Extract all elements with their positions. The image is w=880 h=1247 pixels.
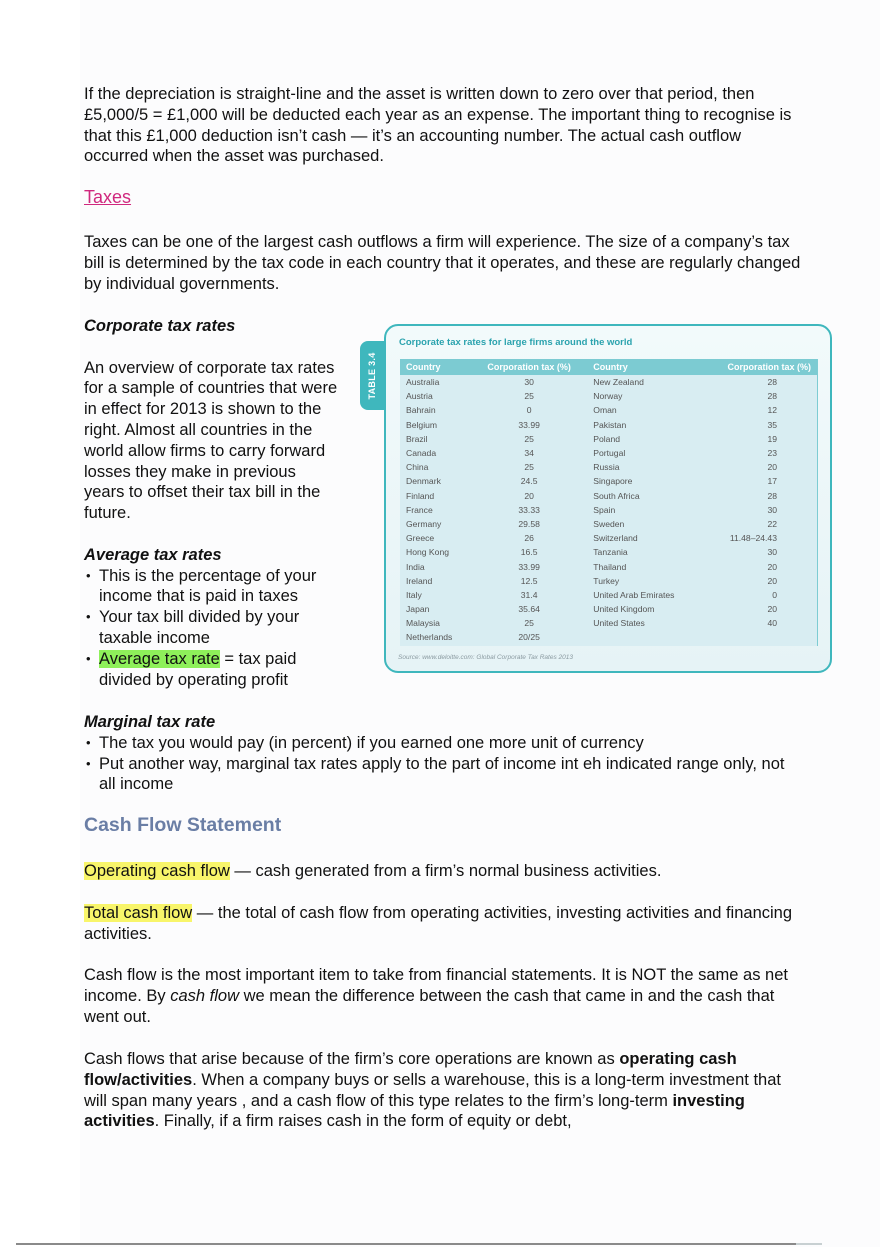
tax-rate-cell: 25 — [524, 462, 534, 473]
tax-rate-cell: 30 — [767, 504, 777, 515]
tax-rate-cell: 20 — [767, 604, 777, 615]
figure-source: Source: www.deloitte.com: Global Corporate Tax Rates 2013 — [398, 654, 573, 661]
country-cell: Ireland — [406, 575, 433, 586]
country-cell: Denmark — [406, 476, 441, 487]
table-row — [400, 545, 817, 559]
tax-rate-cell: 35 — [767, 419, 777, 430]
total-cash-flow-definition: Total cash flow — the total of cash flow from operating activities, investing activities and financing activities. — [84, 904, 793, 943]
marginal-heading: Marginal tax rate — [84, 713, 216, 731]
tax-table-wrap — [400, 359, 818, 646]
table-row — [400, 432, 817, 446]
country-cell: Spain — [593, 504, 616, 515]
average-list — [84, 566, 339, 691]
list-item: • The tax you would pay (in percent) if you earned one more unit of currency — [84, 733, 804, 754]
table-row — [400, 616, 817, 630]
country-cell: Norway — [593, 391, 623, 402]
country-cell: Italy — [406, 589, 422, 600]
tax-rate-cell: 35.64 — [518, 604, 540, 615]
marginal-section — [84, 712, 804, 795]
tax-rate-cell: 19 — [767, 433, 777, 444]
list-item: • Average tax rate = tax paid divided by operating profit — [84, 649, 339, 691]
tax-rate-cell: 20 — [524, 490, 534, 501]
country-cell: Belgium — [406, 419, 438, 430]
cash-flow-heading: Cash Flow Statement — [84, 814, 282, 836]
country-cell: Greece — [406, 533, 435, 544]
horizontal-scrollbar[interactable] — [16, 1243, 796, 1245]
table-row — [400, 474, 817, 488]
tax-rate-cell: 12 — [767, 405, 777, 416]
table-header-row — [400, 359, 817, 375]
country-cell: Finland — [406, 490, 435, 501]
tax-rate-cell: 33.33 — [518, 504, 540, 515]
table-row — [400, 460, 817, 474]
country-cell: Germany — [406, 518, 442, 529]
list-item: • Your tax bill divided by your taxable income — [84, 607, 339, 649]
marginal-list — [84, 733, 804, 795]
taxes-paragraph: Taxes can be one of the largest cash outflows a firm will experience. The size of a company’s tax bill is determined by the tax code in each country that it operates, and these are regularly changed by individual governments. — [84, 233, 801, 293]
country-cell: Singapore — [593, 476, 633, 487]
country-cell: South Africa — [593, 490, 640, 501]
country-cell: Thailand — [593, 561, 627, 572]
country-cell: Portugal — [593, 448, 626, 459]
country-cell: United Arab Emirates — [593, 589, 675, 600]
tax-rate-cell: 0 — [772, 589, 777, 600]
table-row — [400, 489, 817, 503]
country-cell: Austria — [406, 391, 433, 402]
header-tax-2: Corporation tax (%) — [701, 359, 817, 375]
country-cell: Tanzania — [593, 547, 628, 558]
tax-rate-cell: 25 — [524, 618, 534, 629]
tax-rate-cell: 22 — [767, 518, 777, 529]
table-row — [400, 503, 817, 517]
tax-rate-cell — [701, 630, 817, 644]
tax-rate-cell: 12.5 — [520, 575, 538, 586]
country-cell: Australia — [406, 377, 440, 388]
tax-rate-cell: 25 — [524, 391, 534, 402]
table-row — [400, 517, 817, 531]
tax-rate-cell: 34 — [524, 448, 534, 459]
header-country: Country — [400, 359, 471, 375]
tax-rate-cell: 29.58 — [518, 518, 540, 529]
country-cell: Malaysia — [406, 618, 440, 629]
country-cell: Japan — [406, 604, 430, 615]
country-cell: Hong Kong — [406, 547, 450, 558]
country-cell: France — [406, 504, 433, 515]
tax-rate-cell: 31.4 — [520, 589, 538, 600]
corporate-heading: Corporate tax rates — [84, 317, 236, 335]
country-cell: Turkey — [593, 575, 620, 586]
cash-flow-paragraph-1: Cash flow is the most important item to take from financial statements. It is NOT the same as net income. By cash flow we mean the difference between the cash that came in and the cash that went out. — [84, 966, 788, 1026]
list-item: • Put another way, marginal tax rates apply to the part of income int eh indicated range only, not all income — [84, 754, 804, 796]
country-cell: Russia — [593, 462, 620, 473]
tax-rate-cell: 30 — [767, 547, 777, 558]
country-cell: Oman — [593, 405, 617, 416]
table-row — [400, 630, 817, 644]
tax-rate-cell: 33.99 — [518, 419, 540, 430]
table-row — [400, 588, 817, 602]
average-heading: Average tax rates — [84, 545, 222, 564]
table-row — [400, 574, 817, 588]
country-cell: New Zealand — [593, 377, 644, 388]
table-row — [400, 446, 817, 460]
tax-rate-cell: 11.48–24.43 — [729, 533, 777, 544]
corporate-section — [84, 316, 339, 690]
tax-rate-cell: 28 — [767, 391, 777, 402]
tax-rates-figure — [384, 324, 832, 673]
country-cell: Netherlands — [406, 632, 453, 643]
tax-rate-cell: 23 — [767, 448, 777, 459]
operating-cash-flow-definition: Operating cash flow — cash generated from a firm’s normal business activities. — [84, 862, 662, 880]
corporate-paragraph: An overview of corporate tax rates for a sample of countries that were in effect for 2013 is shown to the right. Almost all countries in the world allow firms to carry forward losses they make in previous years to offset their tax bill in the future. — [84, 358, 338, 523]
tax-rate-cell: 20 — [767, 575, 777, 586]
country-cell: India — [406, 561, 425, 572]
table-row — [400, 375, 817, 389]
tax-rate-cell: 20/25 — [518, 632, 540, 643]
country-cell — [587, 630, 700, 644]
tax-rate-cell: 28 — [767, 490, 777, 501]
highlight-total-cash-flow: Total cash flow — [84, 904, 193, 922]
cash-flow-paragraph-2: Cash flows that arise because of the firm’s core operations are known as operating cash flow/activities. When a company buys or sells a warehouse, this is a long-term investment that will span many years , and a cash flow of this type relates to the firm’s long-term investing activities. Finally, if a firm raises cash in the form of equity or debt, — [84, 1050, 781, 1131]
tax-rate-cell: 20 — [767, 561, 777, 572]
tax-rate-cell: 40 — [767, 618, 777, 629]
country-cell: Brazil — [406, 433, 428, 444]
taxes-link[interactable]: Taxes — [84, 187, 132, 207]
scrollbar-track-end[interactable] — [796, 1243, 822, 1245]
country-cell: Poland — [593, 433, 621, 444]
intro-paragraph: If the depreciation is straight-line and the asset is written down to zero over that period, then £5,000/5 = £1,000 will be deducted each year as an expense. The important thing to recognise is that this £1,000 deduction isn’t cash — it’s an accounting number. The actual cash outflow occurred when the asset was purchased. — [84, 85, 792, 166]
table-row — [400, 531, 817, 545]
table-row — [400, 389, 817, 403]
country-cell: Switzerland — [593, 533, 638, 544]
header-country-2: Country — [587, 359, 700, 375]
table-row — [400, 602, 817, 616]
country-cell: United States — [593, 618, 645, 629]
tax-rate-cell: 30 — [524, 377, 534, 388]
table-row — [400, 418, 817, 432]
tax-rate-cell: 25 — [524, 433, 534, 444]
figure-title: Corporate tax rates for large firms around the world — [399, 337, 633, 348]
table-body — [400, 375, 817, 645]
tax-rates-table — [400, 359, 817, 645]
highlight-average-tax-rate: Average tax rate — [99, 649, 220, 668]
header-tax: Corporation tax (%) — [471, 359, 587, 375]
country-cell: Canada — [406, 448, 437, 459]
tax-rate-cell: 33.99 — [518, 561, 540, 572]
highlight-operating-cash-flow: Operating cash flow — [84, 862, 230, 880]
tax-rate-cell: 20 — [767, 462, 777, 473]
tax-rate-cell: 24.5 — [520, 476, 538, 487]
list-item: • This is the percentage of your income that is paid in taxes — [84, 566, 339, 608]
country-cell: Pakistan — [593, 419, 627, 430]
tax-rate-cell: 16.5 — [520, 547, 538, 558]
tax-rate-cell: 26 — [524, 533, 534, 544]
country-cell: Sweden — [593, 518, 625, 529]
table-row — [400, 403, 817, 417]
country-cell: United Kingdom — [593, 604, 655, 615]
table-label-tab: TABLE 3.4 — [360, 341, 384, 410]
country-cell: Bahrain — [406, 405, 436, 416]
country-cell: China — [406, 462, 429, 473]
tax-rate-cell: 17 — [767, 476, 777, 487]
tax-rate-cell: 0 — [526, 405, 532, 416]
table-row — [400, 559, 817, 573]
tax-rate-cell: 28 — [767, 377, 777, 388]
